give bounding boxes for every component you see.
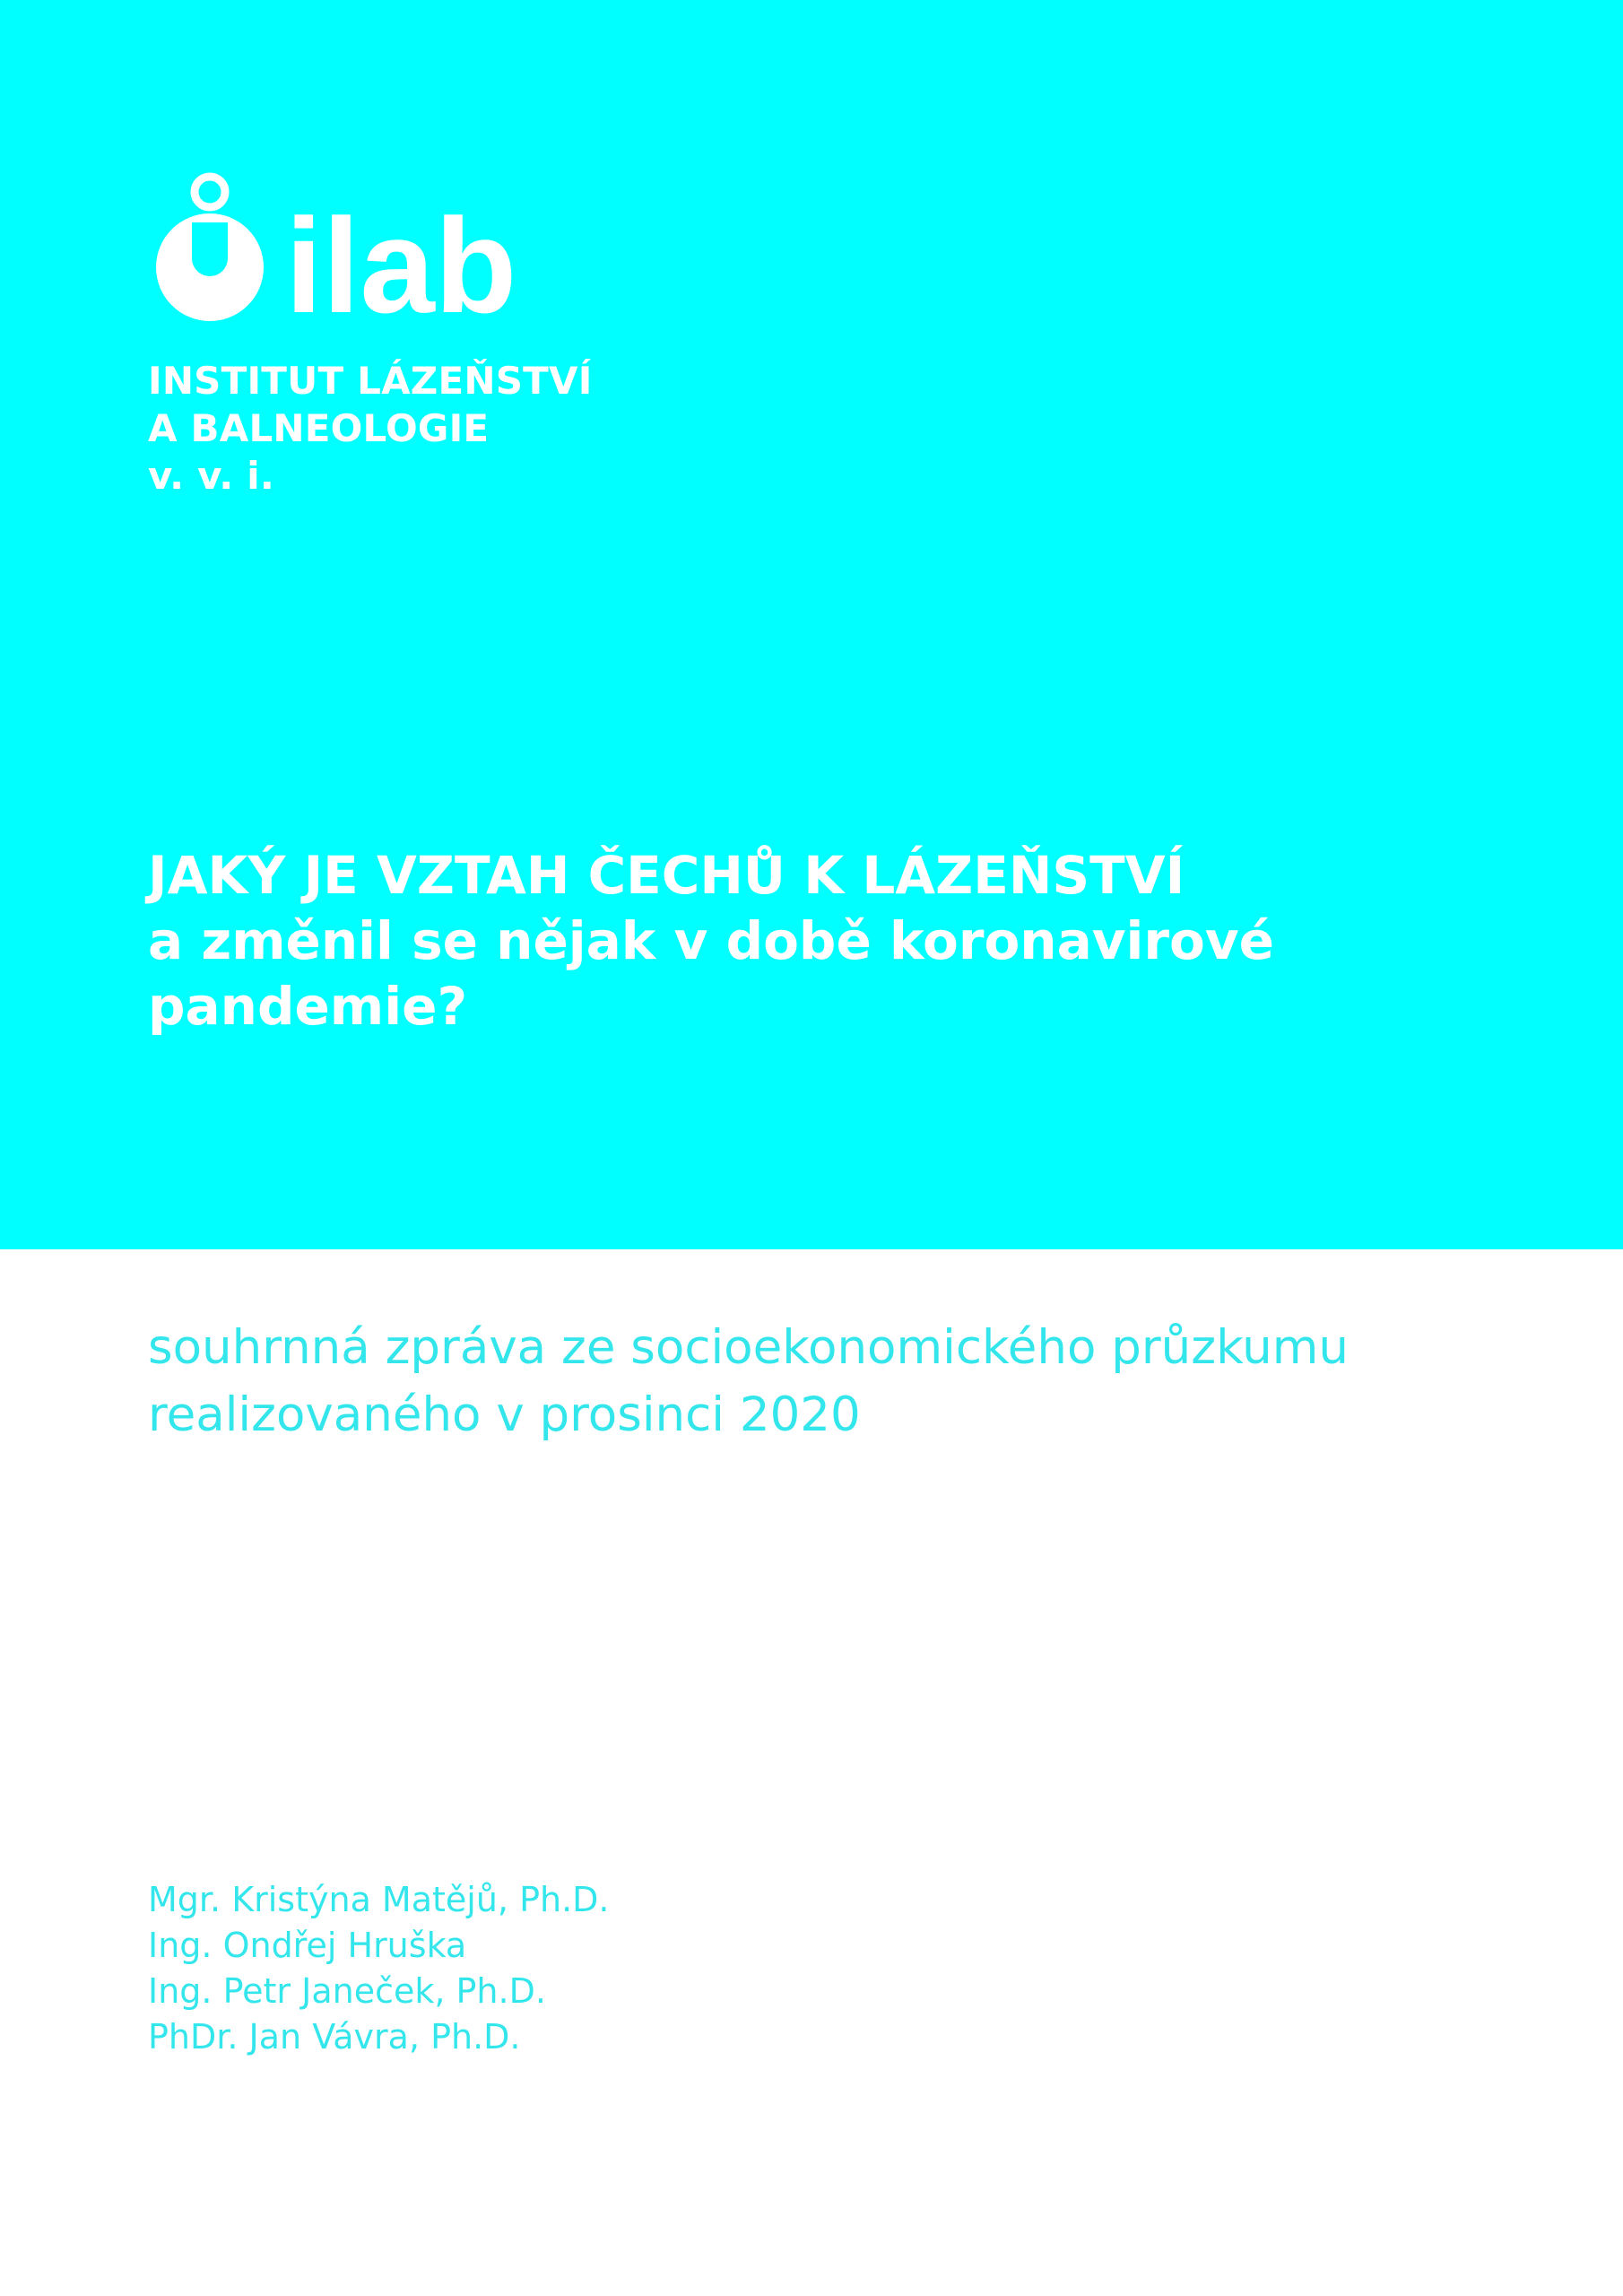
title-line: JAKÝ JE VZTAH ČECHŮ K LÁZEŇSTVÍ <box>148 845 1185 906</box>
institute-line: INSTITUT LÁZEŇSTVÍ <box>148 359 593 403</box>
subtitle-line: souhrnná zpráva ze socioekonomického průzkumu <box>148 1320 1349 1375</box>
author-name: PhDr. Jan Vávra, Ph.D. <box>148 2017 521 2057</box>
institute-name <box>148 357 593 500</box>
ilab-logo <box>152 170 538 323</box>
report-subtitle <box>148 1314 1547 1448</box>
author-name: Mgr. Kristýna Matějů, Ph.D. <box>148 1880 610 1919</box>
logo-wordmark: ilab <box>285 190 517 323</box>
institute-line: v. v. i. <box>148 454 275 498</box>
title-line: a změnil se nějak v době koronavirové <box>148 910 1275 971</box>
author-name: Ing. Petr Janeček, Ph.D. <box>148 1971 546 2011</box>
institute-line: A BALNEOLOGIE <box>148 406 490 450</box>
report-title <box>148 843 1547 1039</box>
title-line: pandemie? <box>148 976 468 1037</box>
drop-person-logo-icon <box>152 170 538 323</box>
subtitle-line: realizovaného v prosinci 2020 <box>148 1387 861 1442</box>
author-name: Ing. Ondřej Hruška <box>148 1926 467 1965</box>
author-list <box>148 1877 610 2060</box>
